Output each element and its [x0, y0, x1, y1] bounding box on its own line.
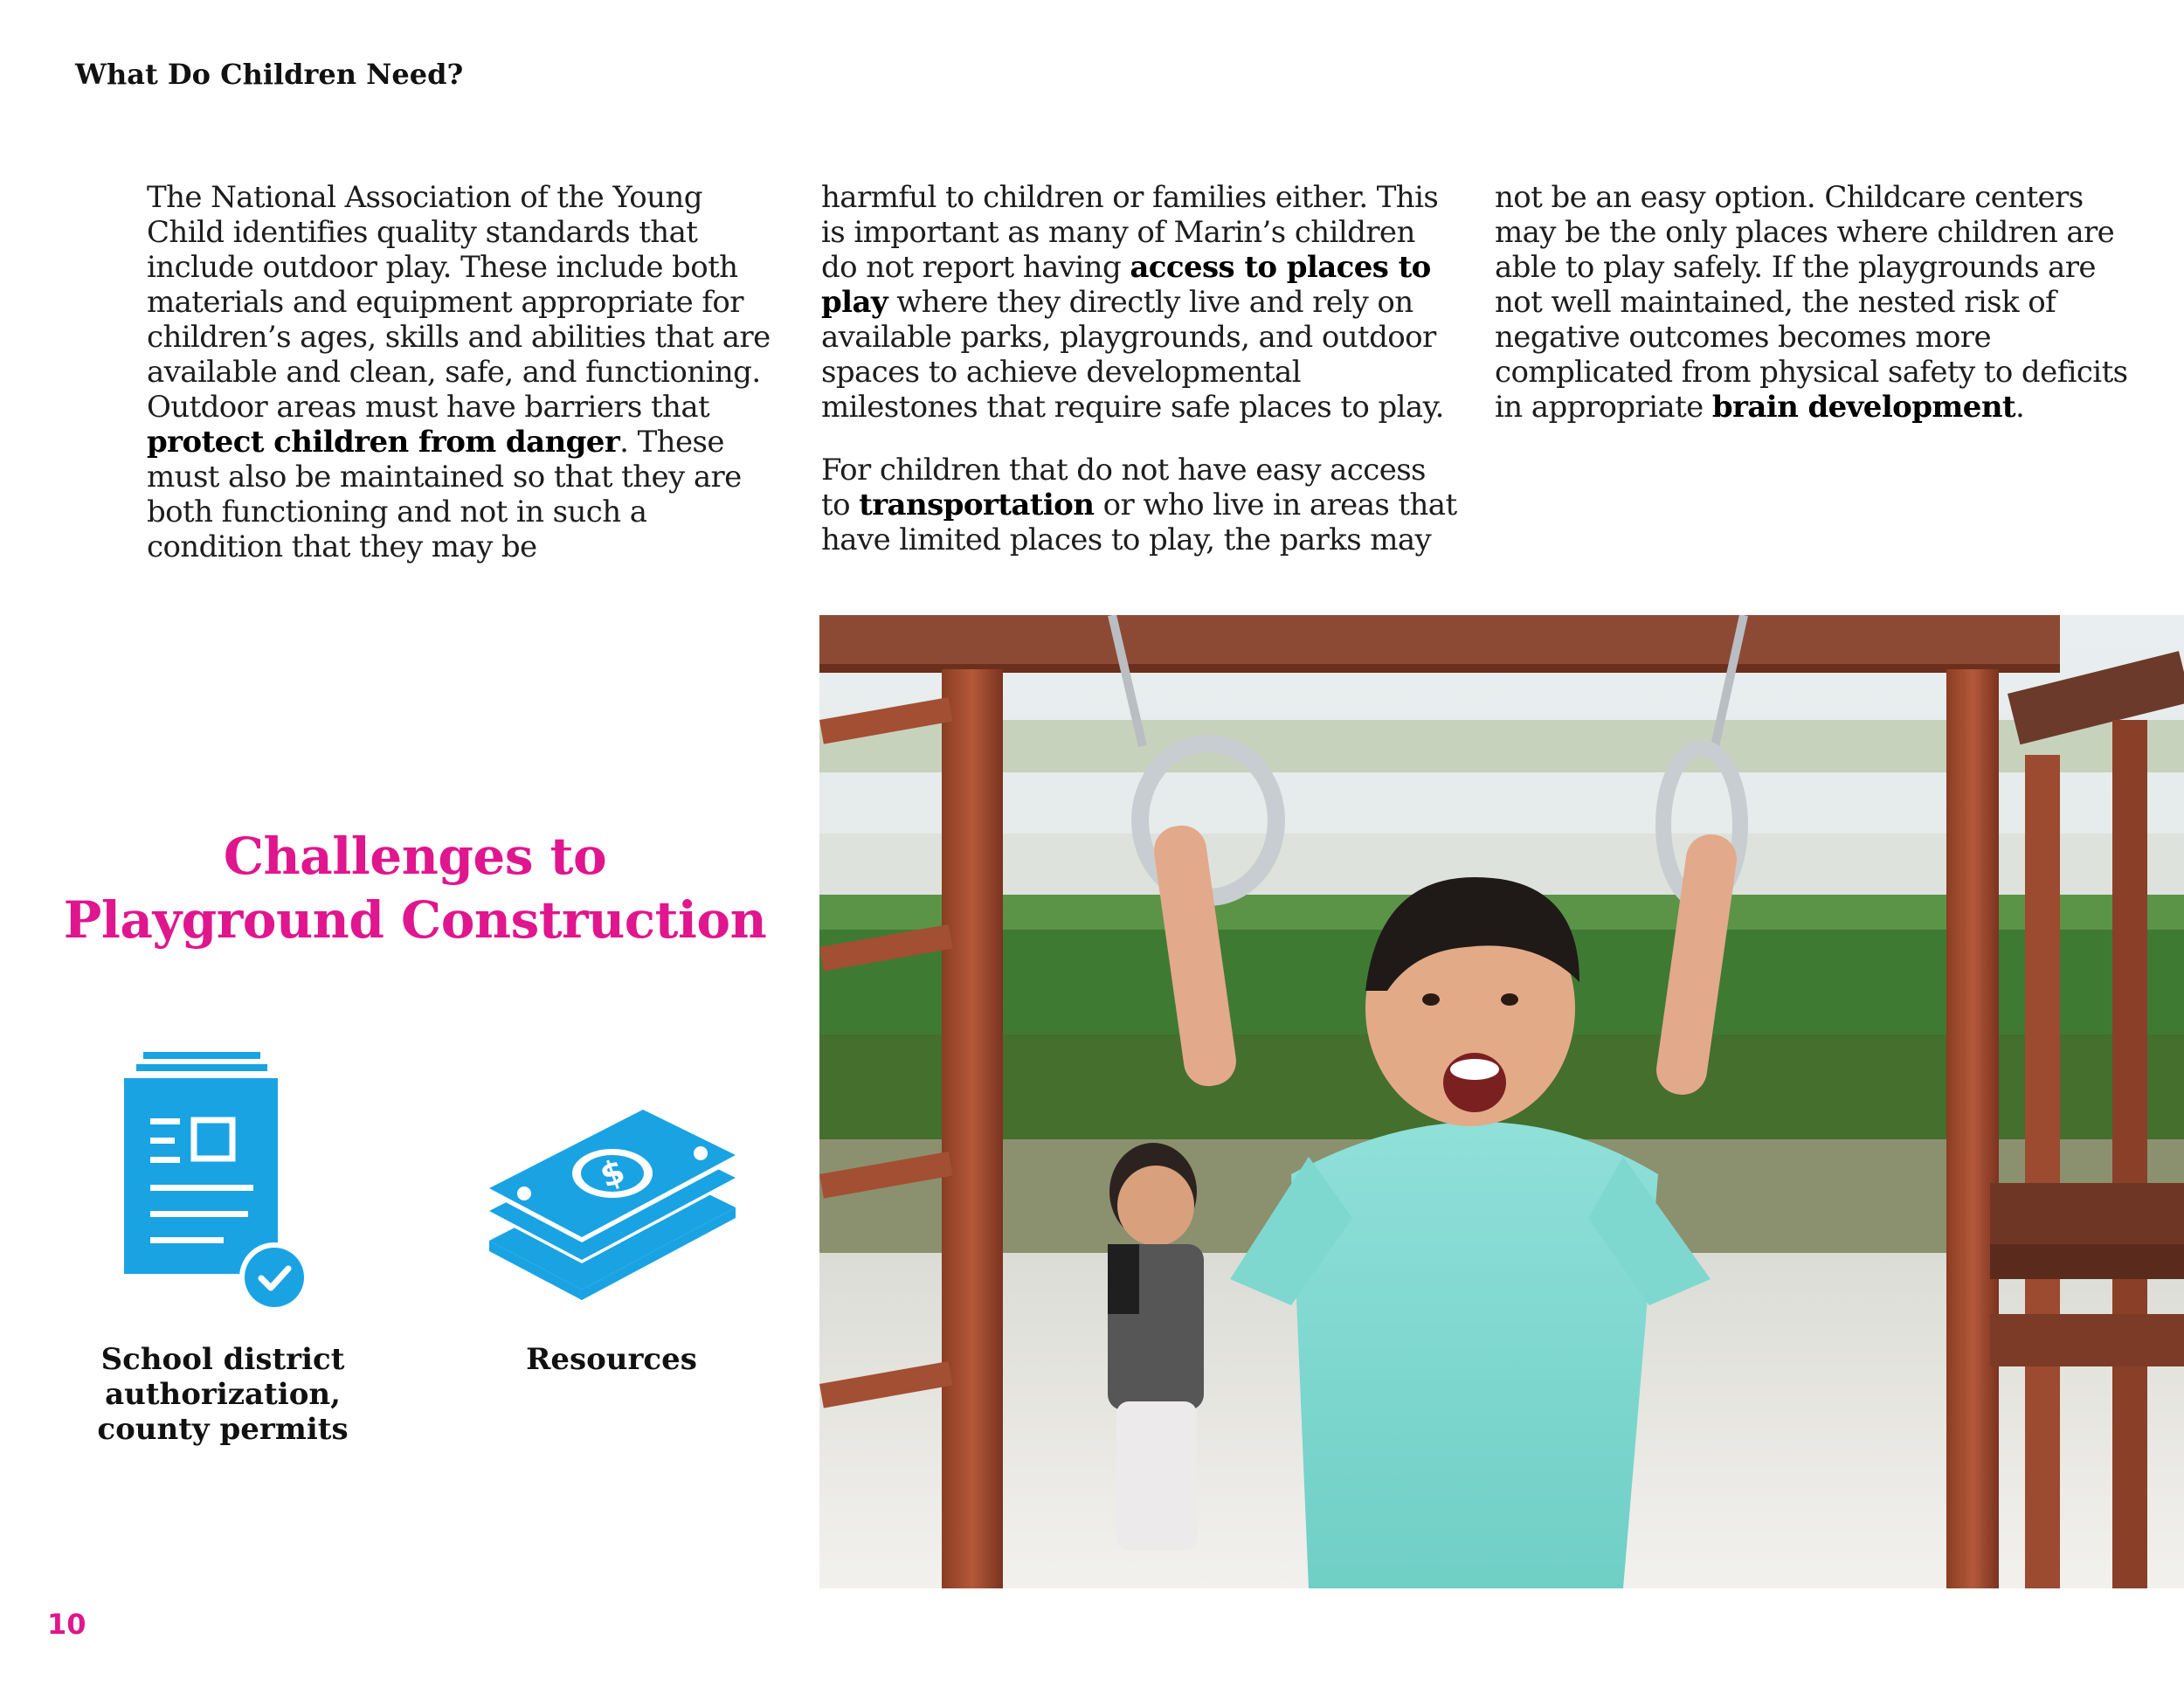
- playground-photo: [819, 615, 2184, 1588]
- challenges-heading: Challenges to Playground Construction: [63, 827, 767, 950]
- paragraph: not be an easy option. Childcare centers may be the only places where children are able to play safely. If the playgrounds are not well maintained, the nested risk of negative outcomes becomes more complicated from physical safety to deficits in appropriate brain development.: [1495, 180, 2128, 425]
- emphasis-text: transportation: [859, 488, 1095, 522]
- paragraph: For children that do not have easy access to transportation or who live in areas that have limited places to play, the parks may: [821, 453, 1457, 557]
- document-check-icon: [119, 1048, 313, 1314]
- paragraph: The National Association of the Young Child identifies quality standards that include outdoor play. These include both materials and equipment appropriate for children’s ages, skills and abilities that are available and clean, safe, and functioning. Outdoor areas must have barriers that protect children from danger. These must also be maintained so that they are both functioning and not in such a condition that they may be: [147, 180, 771, 564]
- body-column-1: [147, 180, 776, 592]
- svg-text:$: $: [595, 1151, 630, 1196]
- resources-caption: Resources: [526, 1342, 697, 1377]
- emphasis-text: access to places to play: [821, 250, 1431, 320]
- emphasis-text: brain development: [1711, 390, 2016, 425]
- permits-caption: School district authorization, county permits: [97, 1342, 349, 1447]
- emphasis-text: protect children from danger: [147, 425, 620, 460]
- page-number: 10: [47, 1608, 86, 1641]
- body-column-3: [1495, 180, 2141, 453]
- page-section-title: What Do Children Need?: [75, 58, 464, 91]
- money-stack-icon: [486, 1110, 739, 1307]
- body-column-2: [821, 180, 1459, 585]
- paragraph: harmful to children or families either. This is important as many of Marin’s children do not report having access to places to play where they directly live and rely on available parks, playgrounds, and outdoor spaces to achieve developmental milestones that require safe places to play.: [821, 180, 1444, 425]
